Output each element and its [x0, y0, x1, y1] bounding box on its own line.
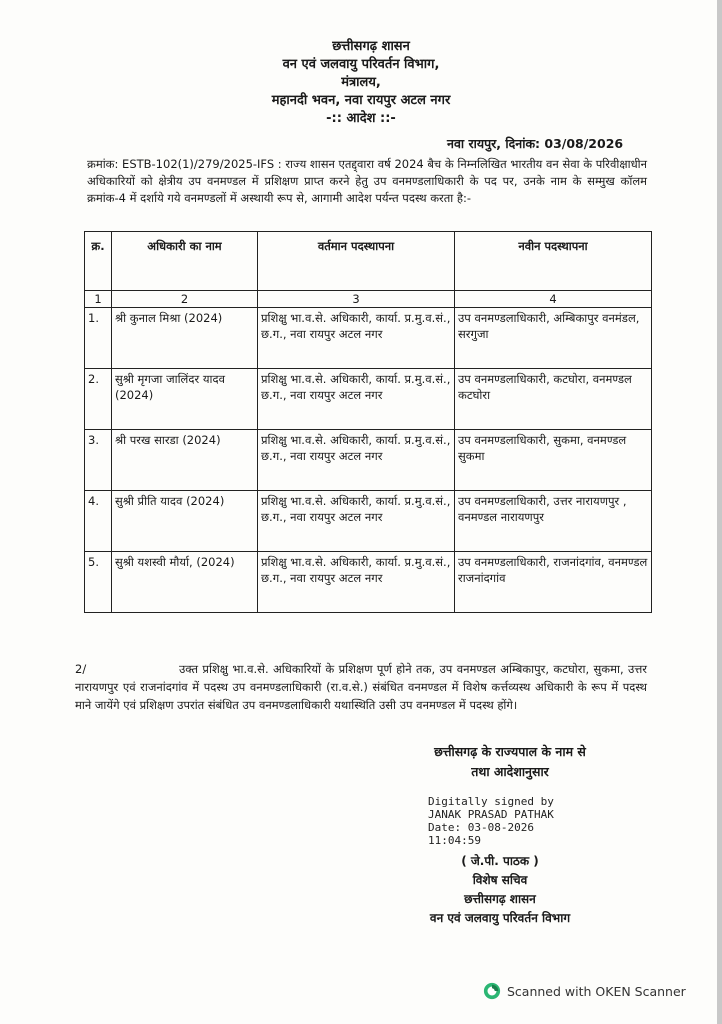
row-officer-name: सुश्री प्रीति यादव (2024)	[112, 491, 258, 552]
paragraph-number: 2/	[75, 662, 87, 676]
row-sno: 5.	[85, 552, 112, 613]
letterhead	[0, 38, 722, 128]
row-current-posting: प्रशिक्षु भा.व.से. अधिकारी, कार्या. प्र.मु.व.सं., छ.ग., नवा रायपुर अटल नगर	[258, 430, 455, 491]
table-column-number-row	[85, 291, 652, 308]
table-row	[85, 491, 652, 552]
row-officer-name: श्री परख सारडा (2024)	[112, 430, 258, 491]
scanner-watermark	[483, 982, 686, 1000]
col-header-new-posting: नवीन पदस्थापना	[455, 232, 652, 291]
signatory-block	[400, 852, 600, 928]
row-current-posting: प्रशिक्षु भा.व.से. अधिकारी, कार्या. प्र.मु.व.सं., छ.ग., नवा रायपुर अटल नगर	[258, 369, 455, 430]
row-current-posting: प्रशिक्षु भा.व.से. अधिकारी, कार्या. प्र.मु.व.सं., छ.ग., नवा रायपुर अटल नगर	[258, 552, 455, 613]
header-department: वन एवं जलवायु परिवर्तन विभाग,	[282, 57, 440, 72]
digital-signature-time: 11:04:59	[428, 834, 481, 847]
digital-signature-block	[428, 795, 554, 847]
signatory-name: ( जे.पी. पाठक )	[461, 854, 539, 868]
header-ministry: मंत्रालय,	[341, 75, 381, 90]
row-new-posting: उप वनमण्डलाधिकारी, राजनांदगांव, वनमण्डल राजनांदगांव	[455, 552, 652, 613]
col-number: 1	[85, 291, 112, 308]
row-officer-name: श्री कुनाल मिश्रा (2024)	[112, 308, 258, 369]
row-sno: 3.	[85, 430, 112, 491]
row-current-posting: प्रशिक्षु भा.व.से. अधिकारी, कार्या. प्र.मु.व.सं., छ.ग., नवा रायपुर अटल नगर	[258, 308, 455, 369]
authority-line-2: तथा आदेशानुसार	[471, 764, 549, 779]
table-row	[85, 552, 652, 613]
row-sno: 1.	[85, 308, 112, 369]
order-intro-text: क्रमांक: ESTB-102(1)/279/2025-IFS : राज्य शासन एतद्द्वारा वर्ष 2024 बैच के निम्नलिखित भारतीय वन सेवा के परिवीक्षाधीन अधिकारियों को क्षेत्रीय उप वनमण्डल में प्रशिक्षण प्राप्त करने हेतु उप वनमण्डलाधिकारी के पद पर, उनके नाम के सम्मुख कॉलम क्रमांक-4 में दर्शाये गये वनमण्डलों में अस्थायी रूप से, आगामी आदेश पर्यन्त पदस्थ करता है:-	[87, 157, 647, 205]
table-row	[85, 430, 652, 491]
signatory-designation: विशेष सचिव	[472, 873, 528, 887]
paragraph-2-text: उक्त प्रशिक्षु भा.व.से. अधिकारियों के प्रशिक्षण पूर्ण होने तक, उप वनमण्डल अम्बिकापुर, कटघोरा, सुकमा, उत्तर नारायणपुर एवं राजनांदगांव में पदस्थ उप वनमण्डलाधिकारी (रा.व.से.) संबंधित वनमण्डल में विशेष कर्त्तव्यस्थ अधिकारी के रूप में पदस्थ माने जायेंगे एवं प्रशिक्षण उपरांत संबंधित उप वनमण्डलाधिकारी यथास्थिति उसी उप वनमण्डल में पदस्थ होंगे।	[75, 662, 647, 712]
table-row	[85, 308, 652, 369]
row-officer-name: सुश्री मृगजा जालिंदर यादव (2024)	[112, 369, 258, 430]
row-new-posting: उप वनमण्डलाधिकारी, अम्बिकापुर वनमंडल, सरगुजा	[455, 308, 652, 369]
oken-scanner-logo-icon	[483, 982, 501, 1000]
col-number: 2	[112, 291, 258, 308]
row-new-posting: उप वनमण्डलाधिकारी, उत्तर नारायणपुर , वनमण्डल नारायणपुर	[455, 491, 652, 552]
posting-table	[84, 231, 652, 613]
signatory-org: छत्तीसगढ़ शासन	[464, 892, 536, 906]
row-new-posting: उप वनमण्डलाधिकारी, सुकमा, वनमण्डल सुकमा	[455, 430, 652, 491]
row-new-posting: उप वनमण्डलाधिकारी, कटघोरा, वनमण्डल कटघोरा	[455, 369, 652, 430]
row-sno: 4.	[85, 491, 112, 552]
col-header-current-posting: वर्तमान पदस्थापना	[258, 232, 455, 291]
header-address: महानदी भवन, नवा रायपुर अटल नगर	[271, 93, 451, 108]
signature-authority	[400, 742, 620, 782]
row-current-posting: प्रशिक्षु भा.व.से. अधिकारी, कार्या. प्र.मु.व.सं., छ.ग., नवा रायपुर अटल नगर	[258, 491, 455, 552]
authority-line-1: छत्तीसगढ़ के राज्यपाल के नाम से	[434, 744, 586, 759]
header-government: छत्तीसगढ़ शासन	[332, 39, 410, 54]
row-officer-name: सुश्री यशस्वी मौर्या, (2024)	[112, 552, 258, 613]
col-number: 3	[258, 291, 455, 308]
order-date: नवा रायपुर, दिनांक: 03/08/2026	[447, 136, 624, 151]
paragraph-2	[75, 660, 647, 714]
signatory-department: वन एवं जलवायु परिवर्तन विभाग	[429, 911, 571, 925]
digital-signature-date: Date: 03-08-2026	[428, 821, 534, 834]
header-order-title: -:: आदेश ::-	[326, 111, 396, 126]
col-number: 4	[455, 291, 652, 308]
col-header-name: अधिकारी का नाम	[112, 232, 258, 291]
row-sno: 2.	[85, 369, 112, 430]
scanner-watermark-text: Scanned with OKEN Scanner	[507, 983, 686, 999]
table-header-row	[85, 232, 652, 291]
table-row	[85, 369, 652, 430]
digital-signature-signer: JANAK PRASAD PATHAK	[428, 808, 554, 821]
digital-signature-line: Digitally signed by	[428, 795, 554, 808]
page-edge-shadow	[717, 0, 722, 1024]
col-header-sno: क्र.	[85, 232, 112, 291]
